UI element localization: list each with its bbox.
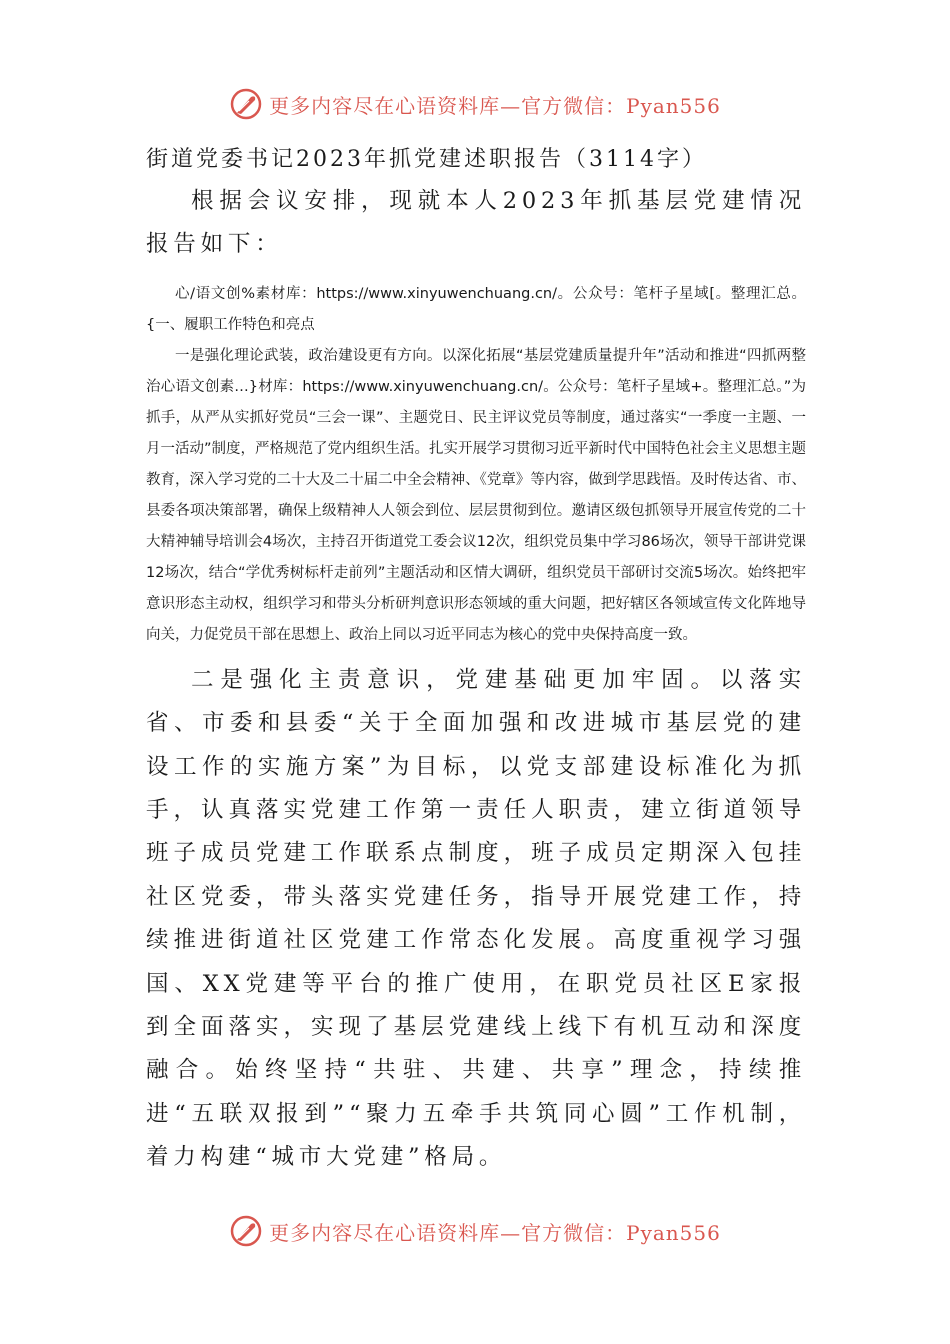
- intro-paragraph: 根据会议安排，现就本人2023年抓基层党建情况报告如下：: [146, 188, 806, 258]
- watermark-text: 更多内容尽在心语资料库—官方微信：Pyan556: [269, 93, 721, 118]
- footer-watermark: [0, 1211, 950, 1251]
- paragraph-responsibility: 二是强化主责意识，党建基础更加牢固。以落实省、市委和县委“关于全面加强和改进城市基层党的建设工作的实施方案”为目标，以党支部建设标准化为抓手，认真落实党建工作第一责任人职责，建立街道领导班子成员党建工作联系点制度，班子成员定期深入包挂社区党委，带头落实党建任务，指导开展党建工作，持续推进街道社区党建工作常态化发展。高度重视学习强国、XX党建等平台的推广使用，在职党员社区E家报到全面落实，实现了基层党建线上线下有机互动和深度融合。始终坚持“共驻、共建、共享”理念，持续推进“五联双报到”“聚力五牵手共筑同心圆”工作机制，着力构建“城市大党建”格局。: [146, 666, 806, 1171]
- quill-logo-icon: [229, 1214, 263, 1248]
- paragraph-theory: 一是强化理论武装，政治建设更有方向。以深化拓展“基层党建质量提升年”活动和推进“四抓两整治心语文创素…}材库：https://www.xinyuwenchuang.cn/。公众号：笔杆子星域+。整理汇总。”为抓手，从严从实抓好党员“三会一课”、主题党日、民主评议党员等制度，通过落实“一季度一主题、一月一活动”制度，严格规范了党内组织生活。扎实开展学习贯彻习近平新时代中国特色社会主义思想主题教育，深入学习党的二十大及二十届二中全会精神、《党章》等内容，做到学思践悟。及时传达省、市、县委各项决策部署，确保上级精神人人领会到位、层层贯彻到位。邀请区级包抓领导开展宣传党的二十大精神辅导培训会4场次，主持召开街道党工委会议12次，组织党员集中学习86场次，领导干部讲党课12场次，结合“学优秀树标杆走前列”主题活动和区情大调研，组织党员干部研讨交流5场次。始终把牢意识形态主动权，组织学习和带头分析研判意识形态领域的重大问题，把好辖区各领域宣传文化阵地导向关，力促党员干部在思想上、政治上同以习近平同志为核心的党中央保持高度一致。: [146, 347, 807, 643]
- quill-logo-icon: [229, 87, 263, 121]
- source-note: 心/语文创%素材库：https://www.xinyuwenchuang.cn/。公众号：笔杆子星域[。整理汇总。{一、履职工作特色和亮点: [146, 285, 806, 333]
- document-body: [146, 140, 806, 1180]
- header-watermark: [0, 84, 950, 124]
- page-title: 街道党委书记2023年抓党建述职报告（3114字）: [146, 147, 707, 172]
- watermark-text: 更多内容尽在心语资料库—官方微信：Pyan556: [269, 1220, 721, 1245]
